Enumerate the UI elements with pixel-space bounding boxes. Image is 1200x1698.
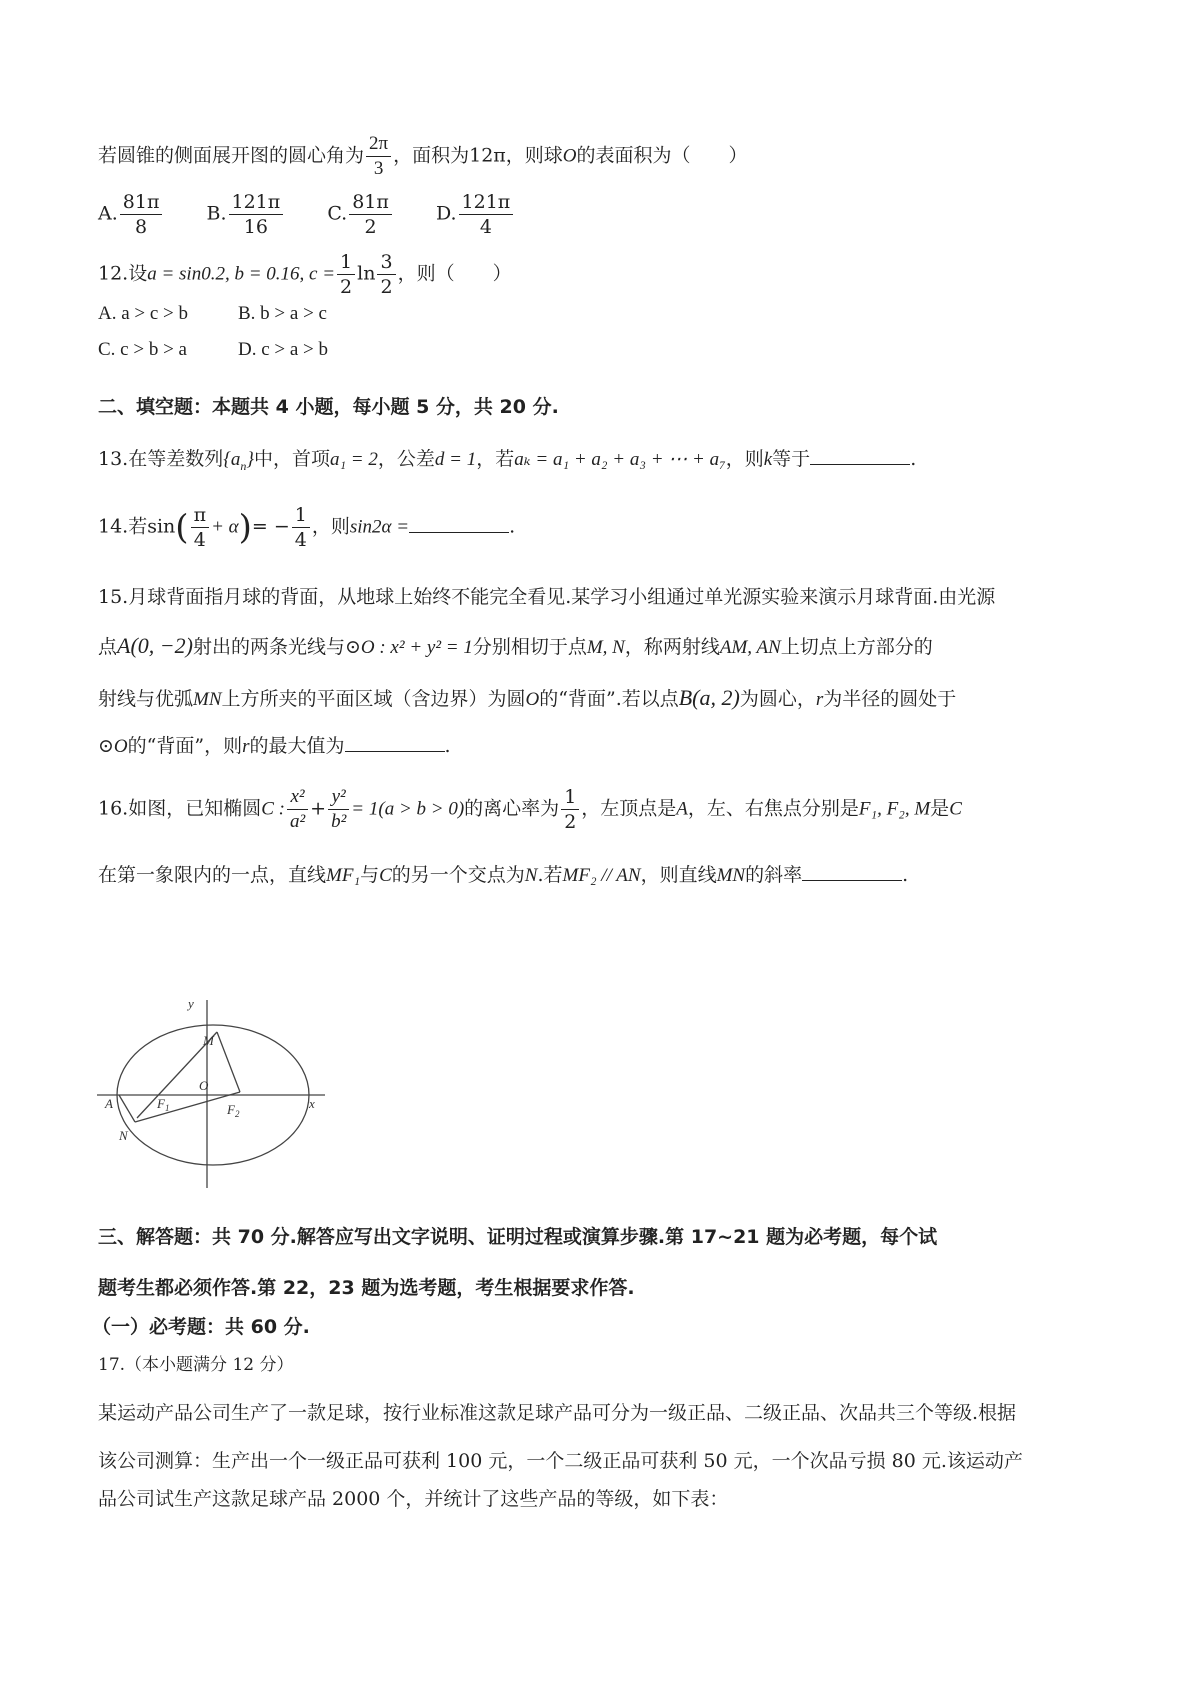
fig-label-y: y [188, 996, 194, 1011]
q11-angle-fraction: $\frac{2\pi}{3}$ [366, 132, 391, 181]
q17-title: 17.（本小题满分 12 分） [98, 1355, 294, 1375]
segment-an [119, 1095, 135, 1122]
q12-option-d: D. c > a > b [238, 339, 329, 360]
fig-label-m: M [203, 1033, 214, 1048]
q11-text: 若圆锥的侧面展开图的圆心角为 [98, 144, 365, 167]
fig-label-o: O [199, 1078, 209, 1093]
q11-options [98, 190, 551, 239]
fig-label-f1: $F_1$ [157, 1096, 170, 1113]
q11-option-d: D. $\frac{121\pi}{4}$ [436, 190, 515, 239]
q15-line1: 15.月球背面指月球的背面，从地球上始终不能完全看见.某学习小组通过单光源实验来演示月球背面.由光源 [98, 586, 996, 608]
q11-option-a: A. $\frac{81\pi}{8}$ [98, 190, 164, 239]
q15-line2: 点A(0, −2)射出的两条光线与⊙O : x² + y² = 1分别相切于点M, N，称两射线AM, AN上切点上方部分的 [98, 633, 933, 658]
subsection-required: （一）必考题：共 60 分. [92, 1316, 310, 1338]
q15-answer-blank[interactable] [345, 733, 445, 752]
q17-line1: 某运动产品公司生产了一款足球，按行业标准这款足球产品可分为一级正品、二级正品、次品共三个等级.根据 [98, 1402, 1017, 1424]
q16-line1: 16.如图，已知椭圆C : $\frac{\text{x²}}{\text{a²}}$ + $\frac{\text{y²}}{\text{b²}}$ = 1(a > b > 0)的离心率为 $\frac{1}{2}$ ，左顶点是A，左、右焦点分别是F₁, F₂, M是C [98, 786, 962, 833]
q17-line3: 品公司试生产这款足球产品 2000 个，并统计了这些产品的等级，如下表： [98, 1488, 729, 1510]
q13-answer-blank[interactable] [810, 446, 910, 465]
fig-label-n: N [119, 1128, 128, 1143]
section-2-heading: 二、填空题：本题共 4 小题，每小题 5 分，共 20 分. [98, 396, 559, 418]
q11-stem: 若圆锥的侧面展开图的圆心角为 $\frac{2\pi}{3}$ ，面积为12π，则球O的表面积为（ ） [98, 133, 748, 179]
q14-stem: 14.若sin( $\frac{\pi}{4}$ + α)= − $\frac{1}{4}$ ，则sin2α = . [98, 504, 516, 551]
fig-label-a: A [105, 1096, 113, 1111]
q12-option-c: C. c > b > a [98, 339, 187, 360]
section-3-heading-line2: 题考生都必须作答.第 22，23 题为选考题，考生根据要求作答. [98, 1277, 635, 1299]
q12-options-row2 [98, 338, 328, 361]
q16-line2: 在第一象限内的一点，直线MF₁与C的另一个交点为N.若MF₂ // AN，则直线MN的斜率 . [98, 864, 909, 886]
q15-line4: ⊙O的“背面”，则r的最大值为 . [98, 735, 451, 757]
q17-line2: 该公司测算：生产出一个一级正品可获利 100 元，一个二级正品可获利 50 元，一个次品亏损 80 元.该运动产 [98, 1450, 1023, 1472]
q12-stem: 12.设a = sin0.2, b = 0.16, c = $\frac{1}{2}$ ln $\frac{3}{2}$ ，则（ ） [98, 251, 512, 298]
q15-line3: 射线与优弧MN上方所夹的平面区域（含边界）为圆O的“背面”.若以点B(a, 2)为圆心，r为半径的圆处于 [98, 685, 957, 710]
q14-answer-blank[interactable] [409, 514, 509, 533]
q13-stem: 13.在等差数列$\{a_n\}$中，首项a₁ = 2，公差d = 1，若aₖ = a₁ + a₂ + a₃ + ⋯ + a₇，则k等于 . [98, 448, 917, 473]
q11-option-b: B. $\frac{121\pi}{16}$ [206, 190, 285, 239]
ellipse-figure [95, 990, 335, 1190]
segment-mf2 [217, 1032, 240, 1092]
q11-option-c: C. $\frac{81\pi}{2}$ [327, 190, 394, 239]
segment-n-f2 [135, 1092, 240, 1122]
section-3-heading-line1: 三、解答题：共 70 分.解答应写出文字说明、证明过程或演算步骤.第 17~21 题为必考题，每个试 [98, 1226, 938, 1248]
q16-answer-blank[interactable] [802, 862, 902, 881]
fig-label-x: x [309, 1096, 315, 1111]
q12-option-a: A. a > c > b [98, 303, 189, 324]
q12-option-b: B. b > a > c [238, 303, 327, 324]
q12-options-row1 [98, 302, 327, 325]
fig-label-f2: $F_2$ [227, 1102, 240, 1119]
